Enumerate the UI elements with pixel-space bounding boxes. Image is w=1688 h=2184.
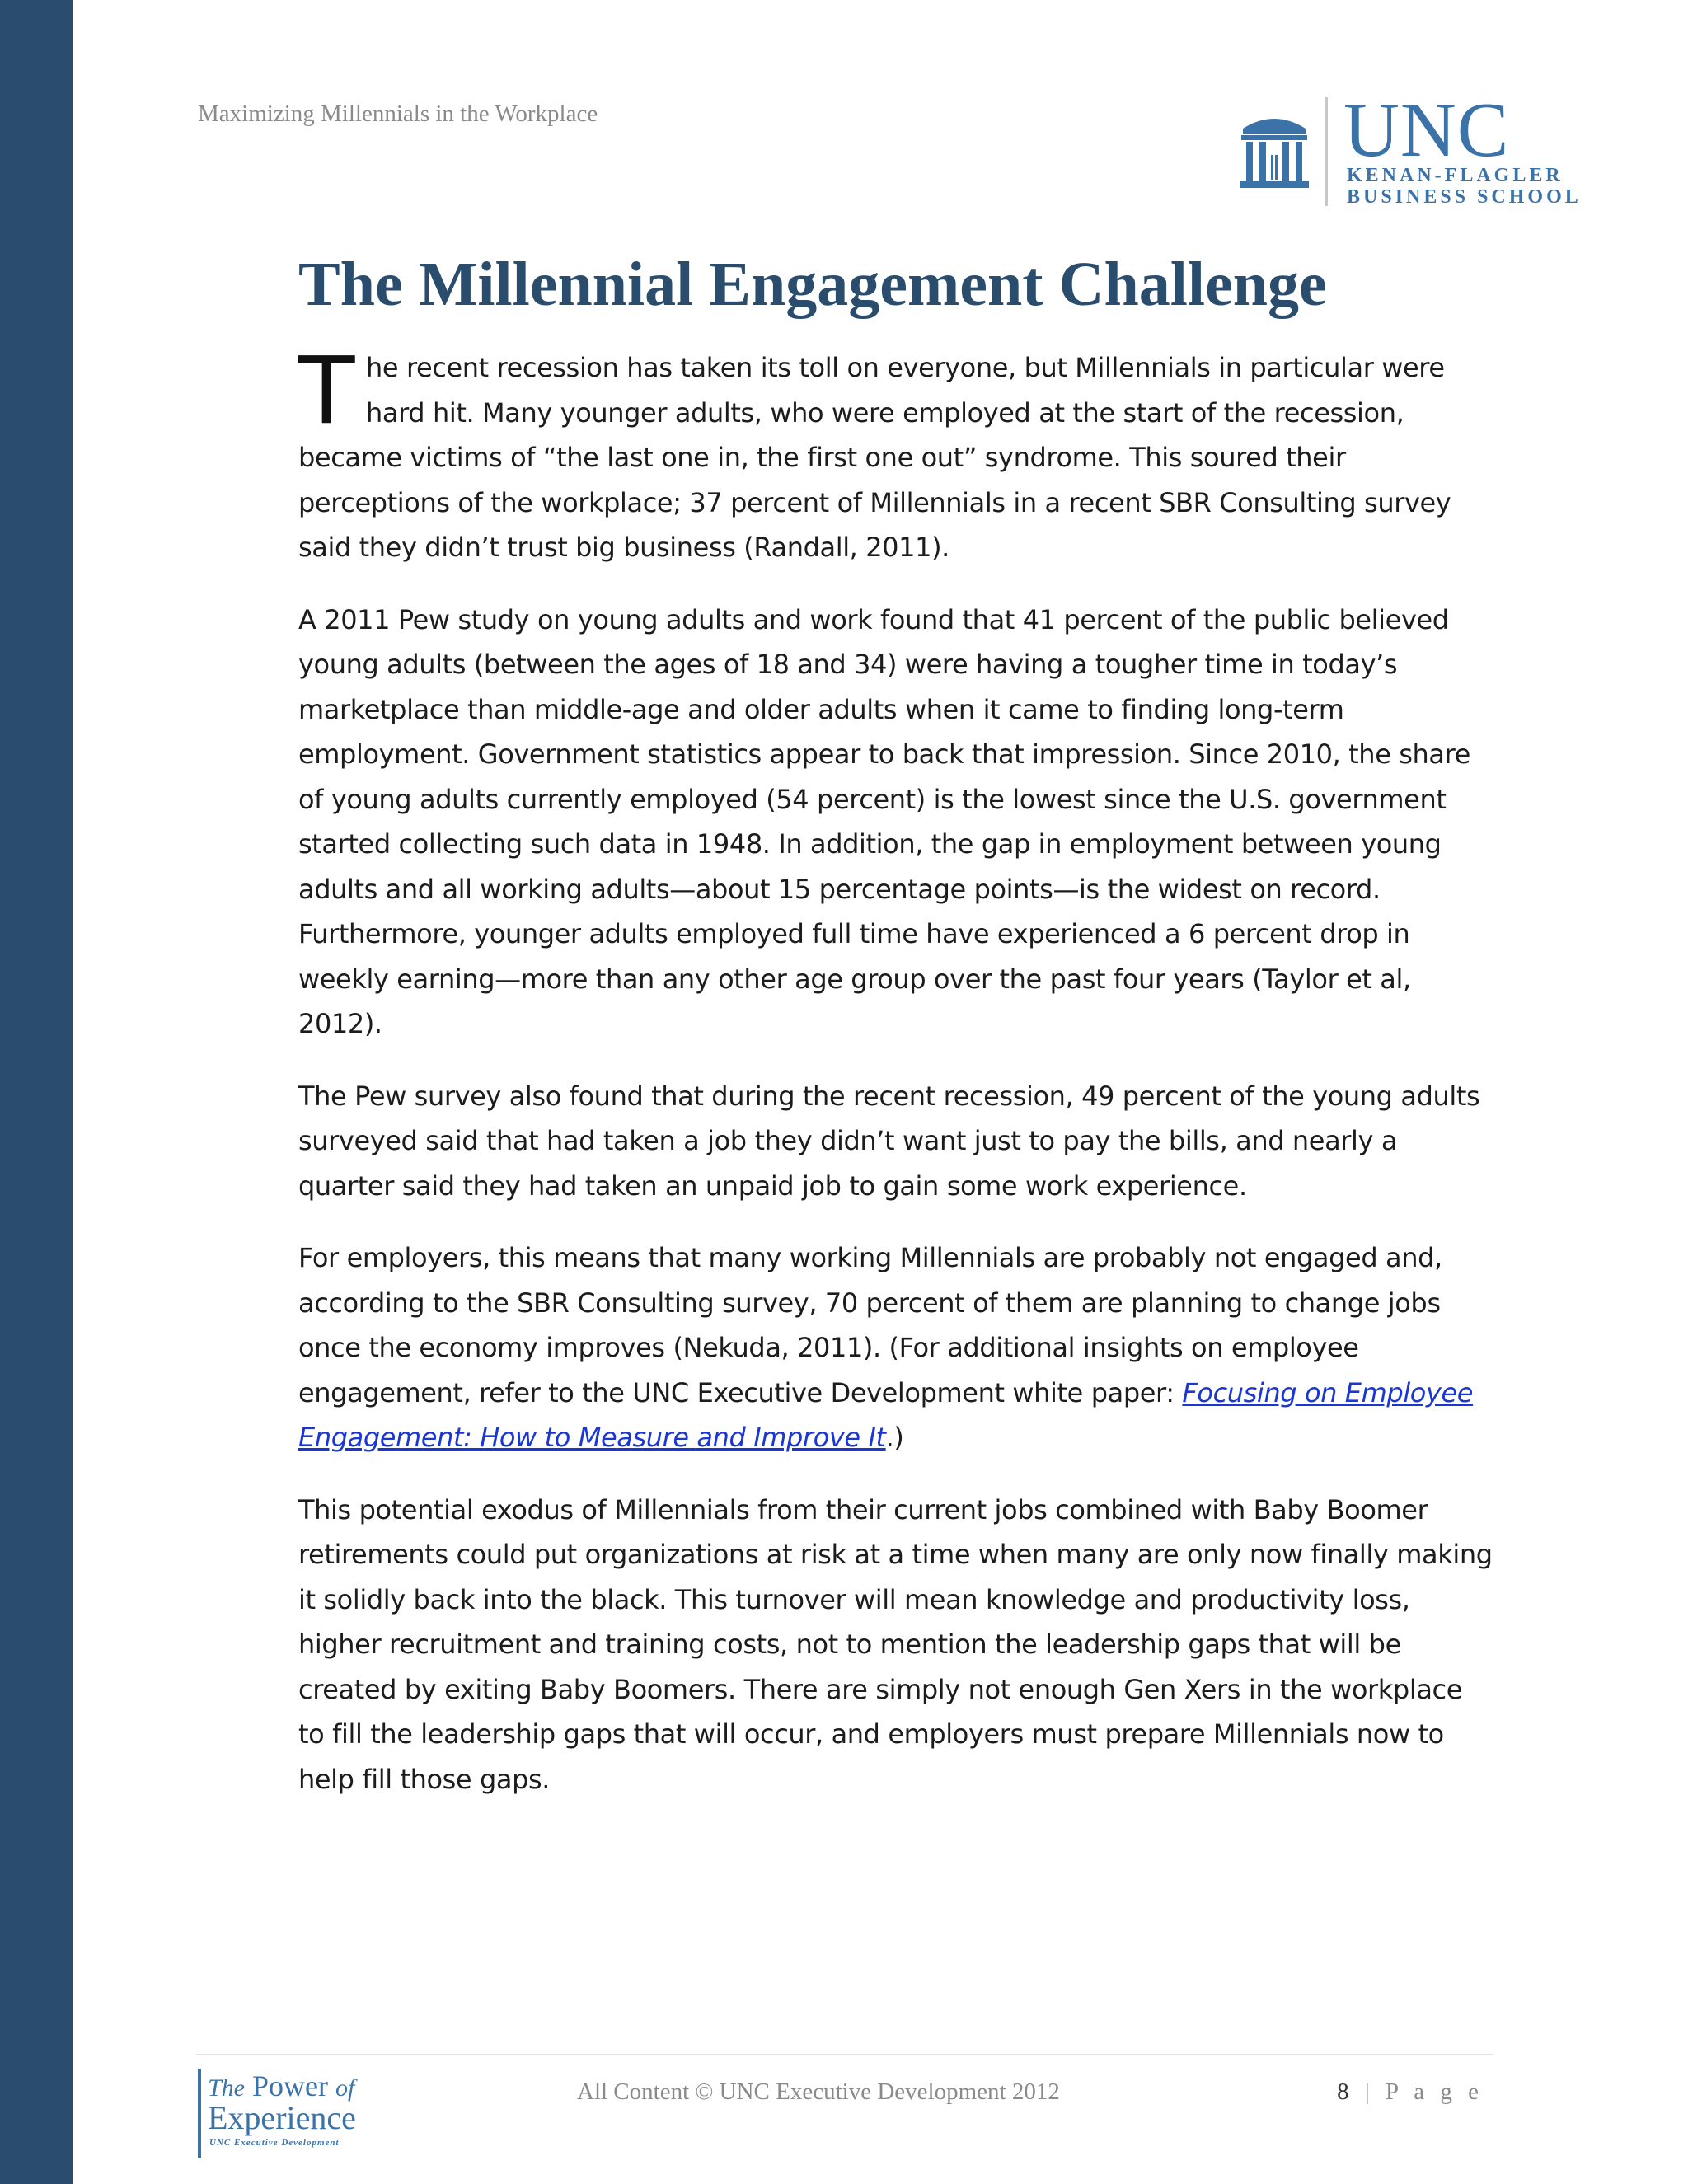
unc-kenan-flagler-logo	[1235, 87, 1597, 213]
white-paper-link[interactable]: Focusing on Employee Engagement: How to Measure and Improve It	[298, 1376, 1474, 1454]
paragraph-2: A 2011 Pew study on young adults and work found that 41 percent of the public believed young adults (between the ages of 18 and 34) were having a tougher time in today’s marketplace than middle-age and older adults when it came to finding long-term employment. Government statistics appear to back that impression. Since 2010, the share of young adults currently employed (54 percent) is the lowest since the U.S. government started collecting such data in 1948. In addition, the gap in employment between young adults and all working adults—about 15 percentage points—is the widest on record. Furthermore, younger adults employed full time have experienced a 6 percent drop in weekly earning—more than any other age group over the past four years (Taylor et al, 2012).	[298, 603, 1470, 1040]
paragraph-5: This potential exodus of Millennials from their current jobs combined with Baby Boomer retirements could put organizations at risk at a time when many are only now finally making it solidly back into the black. This turnover will mean knowledge and productivity loss, higher recruitment and training costs, not to mention the leadership gaps that will be created by exiting Baby Boomers. There are simply not enough Gen Xers in the workplace to fill the leadership gaps that will occur, and employers must prepare Millennials now to help fill those gaps.	[298, 1493, 1493, 1795]
side-color-bar	[0, 0, 73, 2184]
page-title: The Millennial Engagement Challenge	[298, 250, 1327, 319]
footer-logo-bar	[198, 2069, 201, 2158]
old-well-icon	[1235, 105, 1314, 196]
running-header: Maximizing Millennials in the Workplace	[198, 101, 598, 127]
paragraph-1: The recent recession has taken its toll on everyone, but Millennials in particular were hard hit. Many younger adults, who were employed at the start of the recession, became victims of “the last one in, the first one out” syndrome. This soured their perceptions of the workplace; 37 percent of Millennials in a recent SBR Consulting survey said they didn’t trust big business (Randall, 2011).	[298, 338, 1451, 564]
paragraph-3: The Pew survey also found that during the recent recession, 49 percent of the young adults surveyed said that had taken a job they didn’t want just to pay the bills, and nearly a quarter said they had taken an unpaid job to gain some work experience.	[298, 1080, 1480, 1202]
logo-divider	[1325, 97, 1328, 206]
logo-unc-text: UNC	[1343, 87, 1510, 173]
drop-cap: T	[298, 338, 355, 446]
footer-copyright: All Content © UNC Executive Development 2012	[577, 2079, 1060, 2105]
page-number: 8 | P a g e	[1337, 2079, 1484, 2105]
footer-divider	[196, 2054, 1493, 2055]
power-of-experience-logo: The Power of Experience UNC Executive Development	[198, 2069, 387, 2159]
article-body	[298, 247, 1493, 1829]
logo-school-text: KENAN-FLAGLER BUSINESS SCHOOL	[1347, 165, 1582, 208]
paragraph-4: For employers, this means that many working Millennials are probably not engaged and, according to the SBR Consulting survey, 70 percent of them are planning to change jobs once the economy improves (Nekuda, 2011). (For additional insights on employee engagement, refer to the UNC Executive Development white paper: Focusing on Employee Engagement: How to Measure and Improve It.)	[298, 1242, 1474, 1454]
